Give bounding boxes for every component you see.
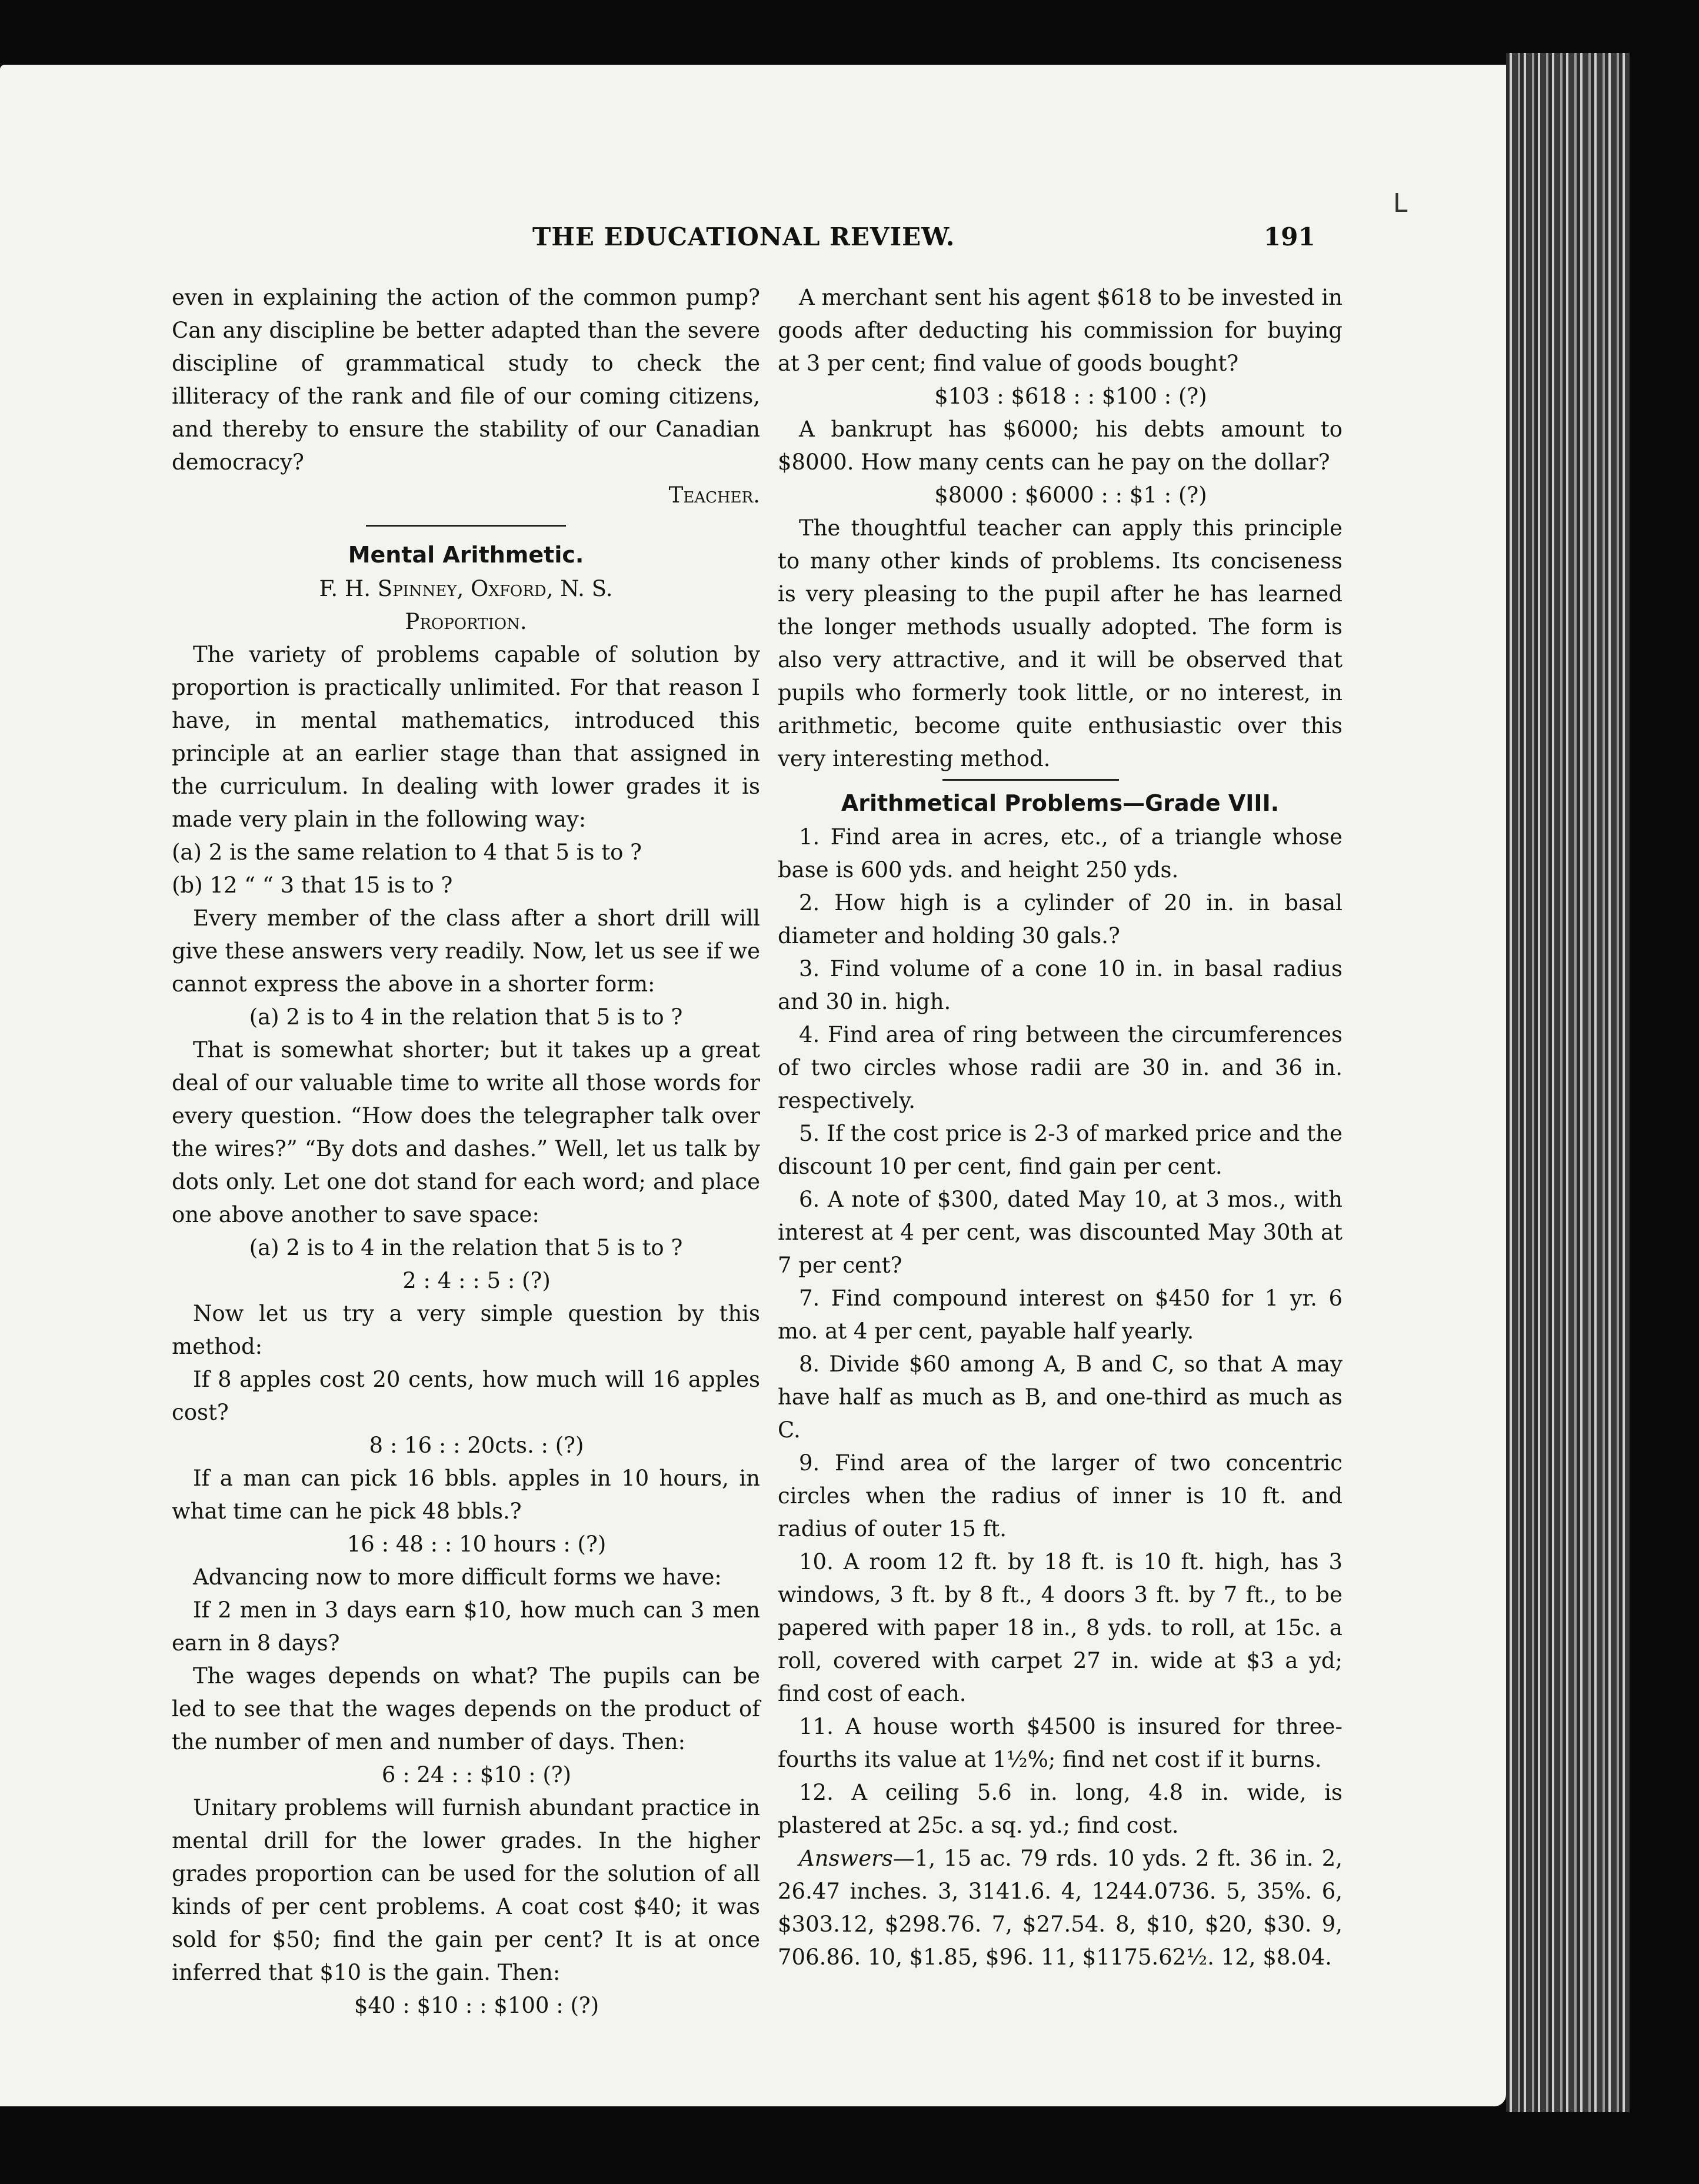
paragraph: The thoughtful teacher can apply this principle to many other kinds of problems. Its conciseness is very pleasing to the pupil after he has learned the longer methods usually adopted. The form is also very attractive, and it will be observed that pupils who formerly took little, or no interest, in arithmetic, become quite enthusiastic over this very interesting method.	[778, 515, 1342, 771]
answers-label: Answers—	[799, 1846, 915, 1871]
problem-item: 9. Find area of the larger of two concentric circles when the radius of inner is 10 ft. and radius of outer 15 ft.	[778, 1450, 1342, 1542]
book-spine	[1506, 53, 1630, 2112]
ratio: $40 : $10 : : $100 : (?)	[354, 1993, 599, 2018]
paragraph: If 8 apples cost 20 cents, how much will 16 apples cost?	[172, 1367, 760, 1425]
paragraph: Unitary problems will furnish abundant practice in mental drill for the lower grades. In the higher grades proportion can be used for the solution of all kinds of per cent problems. A coat cost $40; it was sold for $50; find the gain per cent? It is at once inferred that $10 is the gain. Then:	[172, 1795, 760, 1985]
divider	[366, 525, 566, 527]
page-number: 191	[1264, 222, 1315, 251]
paragraph: The wages depends on what? The pupils can be led to see that the wages depends on the product of the number of men and number of days. Then:	[172, 1663, 760, 1754]
section-title: Arithmetical Problems—Grade VIII.	[841, 790, 1280, 816]
subtitle: Proportion.	[405, 609, 527, 634]
ratio: 2 : 4 : : 5 : (?)	[402, 1268, 551, 1293]
signature: Teacher.	[668, 482, 760, 508]
problem-item: 5. If the cost price is 2-3 of marked price and the discount 10 per cent, find gain per cent.	[778, 1121, 1342, 1179]
divider	[942, 779, 1119, 781]
left-column	[172, 281, 760, 2022]
paragraph: Now let us try a very simple question by this method:	[172, 1301, 760, 1359]
problem-item: 10. A room 12 ft. by 18 ft. is 10 ft. high, has 3 windows, 3 ft. by 8 ft., 4 doors 3 ft. by 7 ft., to be papered with paper 18 in., 8 yds. to roll, at 15c. a roll, covered with carpet 27 in. wide at $3 a yd; find cost of each.	[778, 1549, 1342, 1706]
problem-item: 4. Find area of ring between the circumferences of two circles whose radii are 30 in. and 36 in. respectively.	[778, 1022, 1342, 1113]
ratio: $8000 : $6000 : : $1 : (?)	[934, 482, 1207, 508]
paragraph: If a man can pick 16 bbls. apples in 10 hours, in what time can he pick 48 bbls.?	[172, 1466, 760, 1524]
paragraph: A bankrupt has $6000; his debts amount to $8000. How many cents can he pay on the dollar?	[778, 417, 1342, 475]
paragraph: A merchant sent his agent $618 to be invested in goods after deducting his commission for buying at 3 per cent; find value of goods bought?	[778, 285, 1342, 376]
answers	[778, 1842, 1342, 1974]
article-title: Mental Arithmetic.	[348, 542, 584, 568]
ratio: $103 : $618 : : $100 : (?)	[934, 384, 1207, 409]
problem-item: 3. Find volume of a cone 10 in. in basal radius and 30 in. high.	[778, 956, 1342, 1014]
running-header: THE EDUCATIONAL REVIEW.	[532, 222, 955, 251]
ratio: 16 : 48 : : 10 hours : (?)	[347, 1532, 607, 1557]
paragraph: If 2 men in 3 days earn $10, how much can 3 men earn in 8 days?	[172, 1597, 760, 1656]
problem-item: 7. Find compound interest on $450 for 1 yr. 6 mo. at 4 per cent, payable half yearly.	[778, 1286, 1342, 1344]
byline: F. H. Spinney, Oxford, N. S.	[319, 576, 613, 601]
paragraph: The variety of problems capable of solution by proportion is practically unlimited. For that reason I have, in mental mathematics, introduced this principle at an earlier stage than that assigned in the curriculum. In dealing with lower grades it is made very plain in the following way:	[172, 642, 760, 832]
paragraph: Every member of the class after a short drill will give these answers very readily. Now, let us see if we cannot express the above in a shorter form:	[172, 905, 760, 997]
example-line: (a) 2 is the same relation to 4 that 5 is to ?	[172, 840, 642, 865]
intro-paragraph: even in explaining the action of the common pump? Can any discipline be better adapted than the severe discipline of grammatical study to check the illiteracy of the rank and file of our coming citizens, and thereby to ensure the stability of our Canadian democracy?	[172, 285, 760, 475]
problem-item: 12. A ceiling 5.6 in. long, 4.8 in. wide, is plastered at 25c. a sq. yd.; find cost.	[778, 1780, 1342, 1838]
answers-text: 1, 15 ac. 79 rds. 10 yds. 2 ft. 36 in. 2, 26.47 inches. 3, 3141.6. 4, 1244.0736. 5, 35%. 6, $303.12, $298.76. 7, $27.54. 8, $10, $20, $30. 9, 706.86. 10, $1.85, $96. 11, $1175.62½. 12, $8.04.	[778, 1846, 1342, 1970]
ratio: 6 : 24 : : $10 : (?)	[381, 1762, 572, 1787]
right-column	[778, 281, 1342, 1974]
problem-item: 6. A note of $300, dated May 10, at 3 mos., with interest at 4 per cent, was discounted May 30th at 7 per cent?	[778, 1187, 1342, 1278]
problem-item: 11. A house worth $4500 is insured for three-fourths its value at 1½%; find net cost if it burns.	[778, 1714, 1342, 1772]
example-line: (a) 2 is to 4 in the relation that 5 is to ?	[249, 1235, 683, 1260]
paragraph: Advancing now to more difficult forms we have:	[193, 1564, 722, 1590]
problem-item: 2. How high is a cylinder of 20 in. in basal diameter and holding 30 gals.?	[778, 890, 1342, 948]
problem-item: 1. Find area in acres, etc., of a triangle whose base is 600 yds. and height 250 yds.	[778, 824, 1342, 883]
margin-mark: L	[1393, 188, 1408, 218]
example-line: (a) 2 is to 4 in the relation that 5 is to ?	[249, 1004, 683, 1030]
ratio: 8 : 16 : : 20cts. : (?)	[369, 1433, 584, 1458]
paragraph: That is somewhat shorter; but it takes up a great deal of our valuable time to write all those words for every question. “How does the telegrapher talk over the wires?” “By dots and dashes.” Well, let us talk by dots only. Let one dot stand for each word; and place one above another to save space:	[172, 1037, 760, 1227]
example-line: (b) 12 “ “ 3 that 15 is to ?	[172, 873, 453, 898]
problem-item: 8. Divide $60 among A, B and C, so that A may have half as much as B, and one-third as much as C.	[778, 1351, 1342, 1443]
